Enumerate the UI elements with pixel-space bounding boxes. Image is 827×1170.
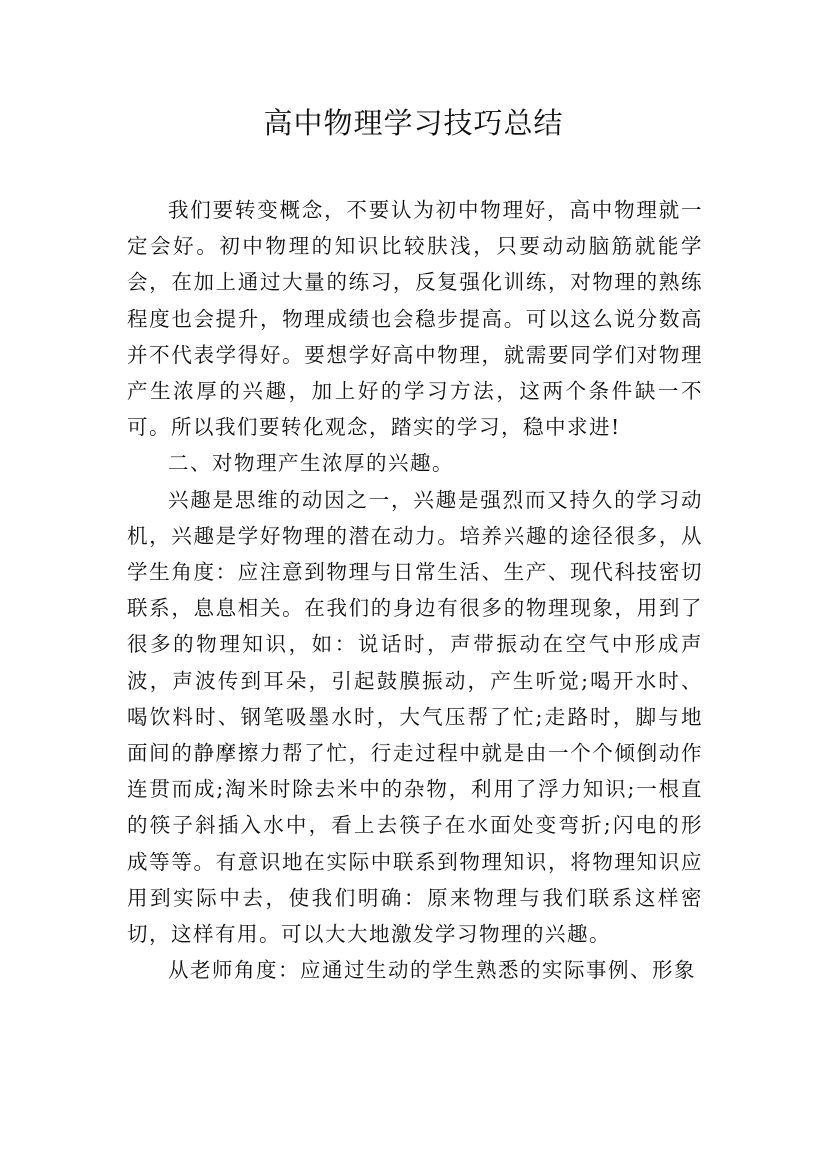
paragraph-interest: 兴趣是思维的动因之一，兴趣是强烈而又持久的学习动机，兴趣是学好物理的潜在动力。培养兴趣的途径很多，从学生角度：应注意到物理与日常生活、生产、现代科技密切联系，息息相关。在我们的身边有很多的物理现象，用到了很多的物理知识，如：说话时，声带振动在空气中形成声波，声波传到耳朵，引起鼓膜振动，产生听觉;喝开水时、喝饮料时、钢笔吸墨水时，大气压帮了忙;走路时，脚与地面间的静摩擦力帮了忙，行走过程中就是由一个个倾倒动作连贯而成;淘米时除去米中的杂物，利用了浮力知识;一根直的筷子斜插入水中，看上去筷子在水面处变弯折;闪电的形成等等。有意识地在实际中联系到物理知识，将物理知识应用到实际中去，使我们明确：原来物理与我们联系这样密切，这样有用。可以大大地激发学习物理的兴趣。	[127, 487, 703, 947]
paragraph-teacher: 从老师角度：应通过生动的学生熟悉的实际事例、形象	[168, 958, 696, 983]
document-body	[127, 192, 703, 988]
document-title: 高中物理学习技巧总结	[263, 106, 564, 140]
paragraph-intro: 我们要转变概念，不要认为初中物理好，高中物理就一定会好。初中物理的知识比较肤浅，只要动动脑筋就能学会，在加上通过大量的练习，反复强化训练，对物理的熟练程度也会提升，物理成绩也会稳步提高。可以这么说分数高并不代表学得好。要想学好高中物理，就需要同学们对物理产生浓厚的兴趣，加上好的学习方法，这两个条件缺一不可。所以我们要转化观念，踏实的学习，稳中求进!	[127, 198, 703, 440]
section-heading: 二、对物理产生浓厚的兴趣。	[168, 451, 454, 476]
